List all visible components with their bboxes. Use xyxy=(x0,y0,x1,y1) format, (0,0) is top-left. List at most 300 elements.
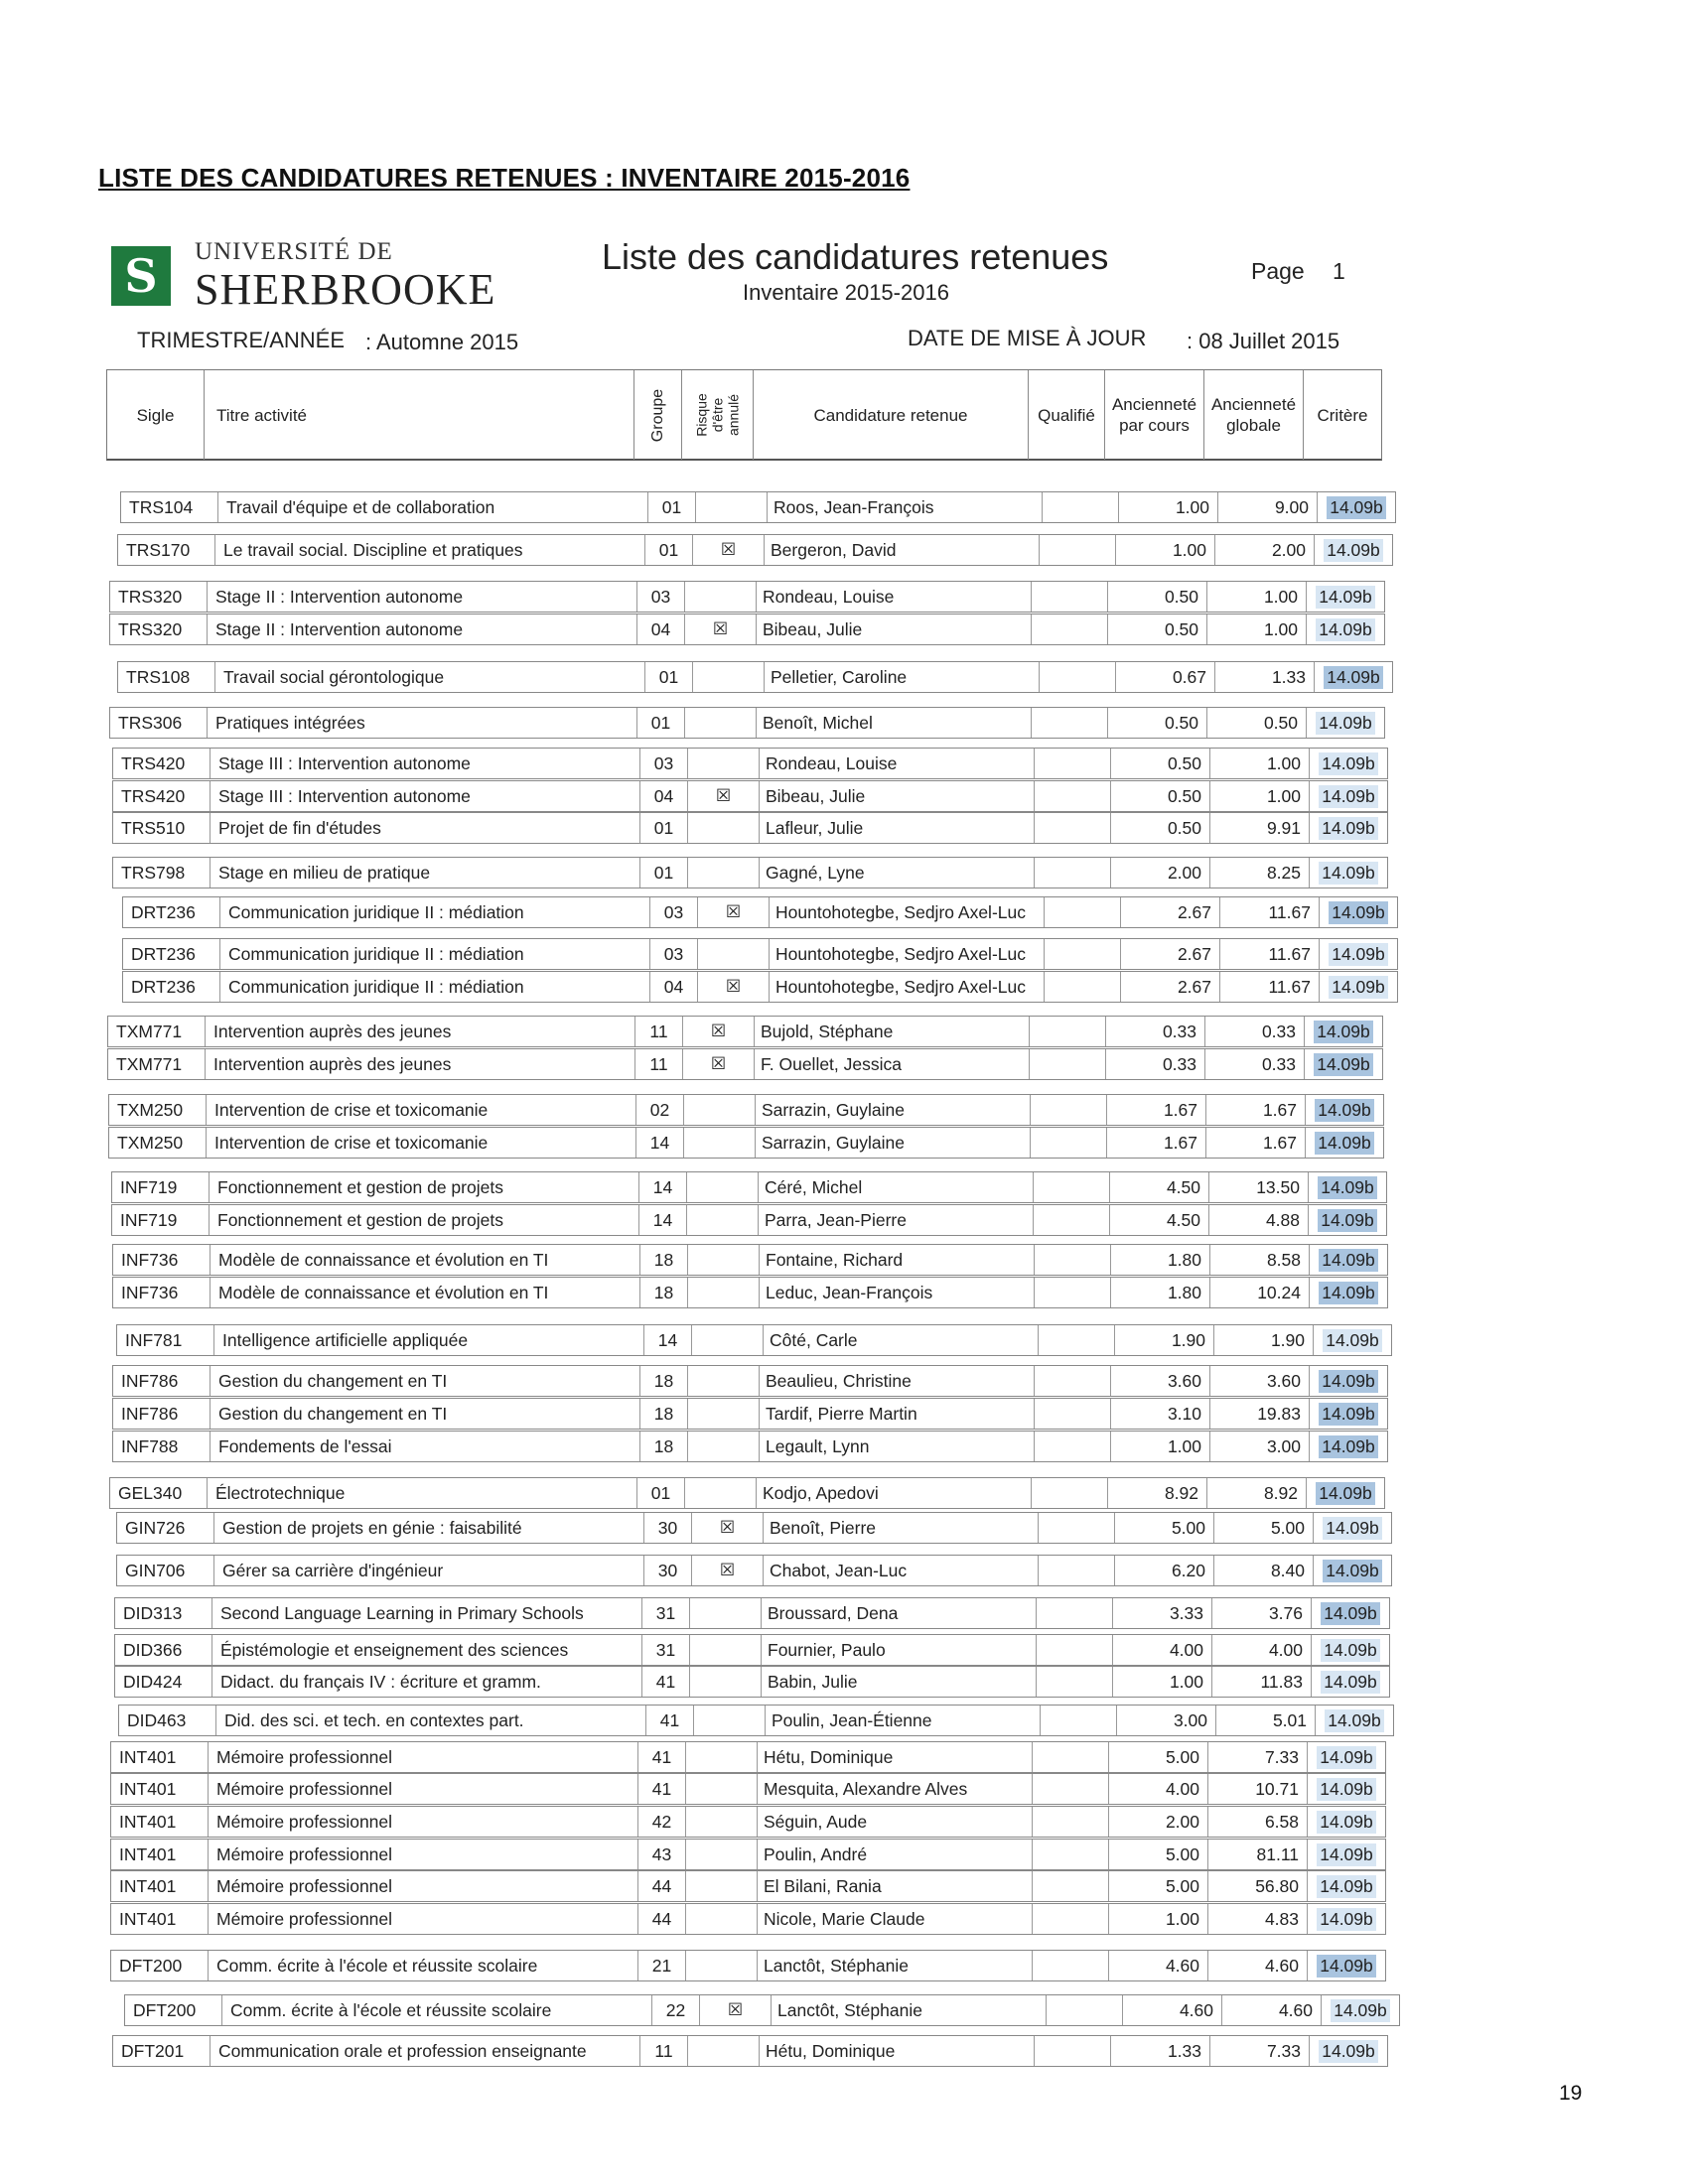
cell-anc-globale: 7.33 xyxy=(1210,2036,1310,2066)
table-row xyxy=(116,1555,1392,1586)
cell-sigle: INT401 xyxy=(111,1904,209,1934)
cell-anc-globale: 8.58 xyxy=(1210,1245,1310,1275)
cell-titre: Électrotechnique xyxy=(208,1478,637,1508)
critere-highlight: 14.09b xyxy=(1317,1843,1376,1866)
cell-risque xyxy=(698,939,770,969)
table-row xyxy=(112,1365,1388,1397)
cell-anc-globale: 8.25 xyxy=(1210,858,1310,887)
critere-highlight: 14.09b xyxy=(1317,1875,1376,1898)
critere-highlight: 14.09b xyxy=(1325,1709,1384,1732)
cell-sigle: TXM771 xyxy=(108,1049,206,1079)
cell-qualifie xyxy=(1034,1172,1110,1202)
cell-titre: Intervention de crise et toxicomanie xyxy=(207,1128,636,1158)
cell-sigle: DID366 xyxy=(115,1635,212,1665)
critere-highlight: 14.09b xyxy=(1316,1482,1375,1505)
cell-qualifie xyxy=(1033,1904,1109,1934)
critere-highlight: 14.09b xyxy=(1316,712,1375,735)
cell-titre: Stage en milieu de pratique xyxy=(211,858,640,887)
cell-qualifie xyxy=(1035,813,1111,843)
cell-candidature: Poulin, André xyxy=(758,1840,1033,1869)
cell-groupe: 41 xyxy=(638,1742,686,1772)
critere-highlight: 14.09b xyxy=(1319,1403,1378,1426)
cell-anc-cours: 4.50 xyxy=(1110,1205,1209,1235)
cell-groupe: 02 xyxy=(636,1095,684,1125)
cell-candidature: Nicole, Marie Claude xyxy=(758,1904,1033,1934)
cell-candidature: Bergeron, David xyxy=(765,535,1040,565)
cell-titre: Mémoire professionnel xyxy=(209,1904,638,1934)
cell-candidature: Gagné, Lyne xyxy=(760,858,1035,887)
cell-groupe: 31 xyxy=(642,1635,690,1665)
cell-critere xyxy=(1307,1478,1384,1508)
cell-sigle: TXM250 xyxy=(109,1095,207,1125)
table-row xyxy=(112,1398,1388,1430)
cell-critere xyxy=(1308,1840,1385,1869)
cell-candidature: Côté, Carle xyxy=(764,1325,1039,1355)
cell-titre: Communication orale et profession enseignante xyxy=(211,2036,640,2066)
cell-candidature: Sarrazin, Guylaine xyxy=(756,1128,1031,1158)
table-row xyxy=(110,1950,1386,1981)
table-row xyxy=(109,614,1385,645)
update-date-value: : 08 Juillet 2015 xyxy=(1187,329,1340,353)
cell-candidature: Benoît, Michel xyxy=(757,708,1032,738)
col-header-risque xyxy=(682,370,754,460)
cell-anc-globale: 9.91 xyxy=(1210,813,1310,843)
cell-anc-cours: 0.50 xyxy=(1108,582,1207,612)
cell-critere xyxy=(1310,1278,1387,1307)
cell-qualifie xyxy=(1035,1245,1111,1275)
cell-sigle: INT401 xyxy=(111,1871,209,1901)
cell-groupe: 42 xyxy=(638,1807,686,1837)
cell-critere xyxy=(1312,1667,1389,1697)
cell-titre: Projet de fin d'études xyxy=(211,813,640,843)
cell-qualifie xyxy=(1045,939,1121,969)
critere-highlight: 14.09b xyxy=(1329,943,1388,966)
table-row xyxy=(107,1048,1383,1080)
cell-anc-globale: 5.00 xyxy=(1214,1513,1314,1543)
critere-highlight: 14.09b xyxy=(1319,1435,1378,1458)
cell-qualifie xyxy=(1031,1128,1107,1158)
cell-anc-cours: 4.00 xyxy=(1113,1635,1212,1665)
cell-qualifie xyxy=(1034,1205,1110,1235)
critere-highlight: 14.09b xyxy=(1314,1053,1373,1076)
critere-highlight: 14.09b xyxy=(1331,1999,1390,2022)
cell-critere xyxy=(1314,1556,1391,1585)
cell-titre: Travail social gérontologique xyxy=(215,662,645,692)
cell-risque xyxy=(685,582,757,612)
cell-sigle: GIN726 xyxy=(117,1513,214,1543)
cell-anc-cours: 4.60 xyxy=(1123,1995,1222,2025)
cell-groupe: 01 xyxy=(640,858,688,887)
cell-sigle: DRT236 xyxy=(123,972,220,1002)
cell-anc-globale: 1.00 xyxy=(1207,582,1307,612)
table-row xyxy=(112,780,1388,812)
page-label: Page xyxy=(1251,258,1305,284)
cell-qualifie xyxy=(1033,1807,1109,1837)
cell-qualifie xyxy=(1035,749,1111,778)
cell-anc-globale: 7.33 xyxy=(1208,1742,1308,1772)
cell-sigle: INF719 xyxy=(112,1172,210,1202)
cell-groupe: 04 xyxy=(650,972,698,1002)
critere-highlight: 14.09b xyxy=(1318,1209,1377,1232)
cell-groupe: 18 xyxy=(640,1366,688,1396)
cell-risque xyxy=(693,662,765,692)
table-row xyxy=(111,1204,1387,1236)
cell-sigle: TXM250 xyxy=(109,1128,207,1158)
critere-highlight: 14.09b xyxy=(1319,1249,1378,1272)
cell-anc-cours: 5.00 xyxy=(1109,1840,1208,1869)
cell-anc-globale: 2.00 xyxy=(1215,535,1315,565)
table-row xyxy=(122,896,1398,928)
table-row xyxy=(110,1839,1386,1870)
cell-groupe: 04 xyxy=(637,614,685,644)
cell-critere xyxy=(1320,897,1397,927)
critere-highlight: 14.09b xyxy=(1317,1811,1376,1834)
cell-titre: Intervention auprès des jeunes xyxy=(206,1017,635,1046)
cell-anc-globale: 0.33 xyxy=(1205,1017,1305,1046)
table-row xyxy=(124,1994,1400,2026)
cell-candidature: Lanctôt, Stéphanie xyxy=(758,1951,1033,1980)
cell-risque xyxy=(685,708,757,738)
logo-glyph: S xyxy=(124,249,158,303)
critere-highlight: 14.09b xyxy=(1317,1746,1376,1769)
table-row xyxy=(112,812,1388,844)
cell-critere xyxy=(1308,1904,1385,1934)
cell-titre: Fonctionnement et gestion de projets xyxy=(210,1205,639,1235)
cell-critere xyxy=(1310,1399,1387,1429)
cell-anc-cours: 1.90 xyxy=(1115,1325,1214,1355)
cell-groupe: 01 xyxy=(640,813,688,843)
critere-highlight: 14.09b xyxy=(1316,618,1375,641)
cell-groupe: 41 xyxy=(638,1774,686,1804)
cell-candidature: Rondeau, Louise xyxy=(757,582,1032,612)
cell-sigle: TRS320 xyxy=(110,582,208,612)
col-header-groupe xyxy=(634,370,682,460)
table-row xyxy=(110,1741,1386,1773)
university-name-line2: SHERBROOKE xyxy=(195,265,496,314)
cell-critere xyxy=(1309,1205,1386,1235)
cell-critere xyxy=(1322,1995,1399,2025)
cell-qualifie xyxy=(1030,1017,1106,1046)
cell-critere xyxy=(1309,1172,1386,1202)
cell-sigle: DRT236 xyxy=(123,897,220,927)
cell-critere xyxy=(1316,1706,1393,1735)
cell-groupe: 03 xyxy=(650,939,698,969)
cell-anc-cours: 2.67 xyxy=(1121,897,1220,927)
cell-anc-globale: 1.67 xyxy=(1206,1128,1306,1158)
table-row xyxy=(110,1870,1386,1902)
table-row xyxy=(109,707,1385,739)
cell-anc-cours: 2.00 xyxy=(1109,1807,1208,1837)
cell-groupe: 44 xyxy=(638,1871,686,1901)
table-row xyxy=(107,1016,1383,1047)
cell-anc-cours: 1.00 xyxy=(1113,1667,1212,1697)
cell-groupe: 01 xyxy=(648,492,696,522)
cell-titre: Communication juridique II : médiation xyxy=(220,939,650,969)
cell-groupe: 11 xyxy=(640,2036,688,2066)
cell-sigle: TRS104 xyxy=(121,492,218,522)
cell-qualifie xyxy=(1045,972,1121,1002)
cell-candidature: Hountohotegbe, Sedjro Axel-Luc xyxy=(770,939,1045,969)
cell-sigle: DID424 xyxy=(115,1667,212,1697)
table-row xyxy=(112,1277,1388,1308)
cell-anc-cours: 0.50 xyxy=(1108,708,1207,738)
table-row xyxy=(116,1512,1392,1544)
cell-critere xyxy=(1312,1635,1389,1665)
cell-candidature: Broussard, Dena xyxy=(762,1598,1037,1628)
cell-critere xyxy=(1308,1742,1385,1772)
cell-sigle: DFT201 xyxy=(113,2036,211,2066)
cell-sigle: TRS798 xyxy=(113,858,211,887)
cell-titre: Comm. écrite à l'école et réussite scolaire xyxy=(209,1951,638,1980)
cell-anc-cours: 0.33 xyxy=(1106,1017,1205,1046)
cell-critere xyxy=(1307,582,1384,612)
cell-groupe: 21 xyxy=(638,1951,686,1980)
cell-sigle: TRS108 xyxy=(118,662,215,692)
cell-candidature: Parra, Jean-Pierre xyxy=(759,1205,1034,1235)
cell-anc-globale: 8.40 xyxy=(1214,1556,1314,1585)
cell-sigle: DFT200 xyxy=(111,1951,209,1980)
table-row xyxy=(117,661,1393,693)
cell-anc-cours: 3.00 xyxy=(1117,1706,1216,1735)
cell-anc-globale: 3.76 xyxy=(1212,1598,1312,1628)
col-header-anc-globale: Ancienneté globale xyxy=(1204,370,1304,460)
cell-critere xyxy=(1310,813,1387,843)
cell-risque xyxy=(688,1432,760,1461)
table-row xyxy=(110,1806,1386,1838)
col-header-risque-text: Risque d'être annulé xyxy=(693,393,742,437)
cell-sigle: DID463 xyxy=(119,1706,216,1735)
cell-candidature: Séguin, Aude xyxy=(758,1807,1033,1837)
cell-titre: Fondements de l'essai xyxy=(211,1432,640,1461)
cell-qualifie xyxy=(1032,614,1108,644)
cell-risque xyxy=(686,1840,758,1869)
cell-candidature: Poulin, Jean-Étienne xyxy=(766,1706,1041,1735)
cell-candidature: Sarrazin, Guylaine xyxy=(756,1095,1031,1125)
cell-critere xyxy=(1305,1049,1382,1079)
cell-anc-cours: 5.00 xyxy=(1115,1513,1214,1543)
cell-sigle: TRS510 xyxy=(113,813,211,843)
critere-highlight: 14.09b xyxy=(1318,1176,1377,1199)
report-subtitle: Inventaire 2015-2016 xyxy=(743,280,949,305)
cell-risque xyxy=(686,1742,758,1772)
critere-highlight: 14.09b xyxy=(1319,1370,1378,1393)
cell-titre: Modèle de connaissance et évolution en TI xyxy=(211,1278,640,1307)
cell-anc-cours: 1.00 xyxy=(1111,1432,1210,1461)
table-row xyxy=(110,1773,1386,1805)
col-header-critere: Critère xyxy=(1317,405,1368,425)
table-row xyxy=(109,1477,1385,1509)
cell-sigle: TRS420 xyxy=(113,781,211,811)
cell-candidature: Lanctôt, Stéphanie xyxy=(772,1995,1047,2025)
cell-sigle: INF736 xyxy=(113,1278,211,1307)
cell-critere xyxy=(1308,1774,1385,1804)
cell-groupe: 01 xyxy=(637,1478,685,1508)
cell-titre: Mémoire professionnel xyxy=(209,1871,638,1901)
cell-titre: Modèle de connaissance et évolution en TI xyxy=(211,1245,640,1275)
cell-risque xyxy=(686,1951,758,1980)
cell-qualifie xyxy=(1037,1598,1113,1628)
cell-sigle: DID313 xyxy=(115,1598,212,1628)
cell-critere xyxy=(1310,2036,1387,2066)
cell-risque xyxy=(690,1598,762,1628)
cell-risque xyxy=(692,1325,764,1355)
cell-risque xyxy=(686,1871,758,1901)
cell-anc-cours: 3.33 xyxy=(1113,1598,1212,1628)
cell-groupe: 18 xyxy=(640,1245,688,1275)
cell-anc-cours: 1.80 xyxy=(1111,1245,1210,1275)
col-header-qualifie: Qualifié xyxy=(1029,370,1105,460)
cell-anc-cours: 1.00 xyxy=(1119,492,1218,522)
cell-critere xyxy=(1306,1095,1383,1125)
cell-anc-globale: 13.50 xyxy=(1209,1172,1309,1202)
cell-anc-globale: 1.33 xyxy=(1215,662,1315,692)
cell-titre: Didact. du français IV : écriture et gramm. xyxy=(212,1667,642,1697)
cell-sigle: GIN706 xyxy=(117,1556,214,1585)
cell-titre: Épistémologie et enseignement des sciences xyxy=(212,1635,642,1665)
cell-groupe: 01 xyxy=(645,662,693,692)
cell-titre: Stage II : Intervention autonome xyxy=(208,582,637,612)
cell-groupe: 41 xyxy=(642,1667,690,1697)
table-row xyxy=(122,971,1398,1003)
cell-groupe: 11 xyxy=(635,1017,683,1046)
table-row xyxy=(112,748,1388,779)
cell-candidature: Mesquita, Alexandre Alves xyxy=(758,1774,1033,1804)
cell-anc-globale: 1.90 xyxy=(1214,1325,1314,1355)
cell-anc-globale: 81.11 xyxy=(1208,1840,1308,1869)
critere-highlight: 14.09b xyxy=(1319,817,1378,840)
cell-anc-cours: 5.00 xyxy=(1109,1742,1208,1772)
table-row xyxy=(122,938,1398,970)
cell-qualifie xyxy=(1033,1871,1109,1901)
cell-qualifie xyxy=(1032,1478,1108,1508)
cell-sigle: TXM771 xyxy=(108,1017,206,1046)
critere-highlight: 14.09b xyxy=(1317,1778,1376,1801)
cell-titre: Communication juridique II : médiation xyxy=(220,897,650,927)
cell-risque xyxy=(688,813,760,843)
cell-anc-cours: 1.67 xyxy=(1107,1095,1206,1125)
critere-highlight: 14.09b xyxy=(1315,1132,1374,1155)
cell-qualifie xyxy=(1039,1513,1115,1543)
cell-candidature: Tardif, Pierre Martin xyxy=(760,1399,1035,1429)
cell-critere xyxy=(1308,1807,1385,1837)
table-row xyxy=(112,1244,1388,1276)
cell-risque xyxy=(684,1128,756,1158)
cell-titre: Mémoire professionnel xyxy=(209,1840,638,1869)
critere-highlight: 14.09b xyxy=(1329,976,1388,999)
critere-highlight: 14.09b xyxy=(1319,785,1378,808)
cell-critere xyxy=(1314,1325,1391,1355)
table-row xyxy=(114,1597,1390,1629)
cell-anc-cours: 3.60 xyxy=(1111,1366,1210,1396)
cell-risque xyxy=(688,1366,760,1396)
cell-risque: ☒ xyxy=(692,1556,764,1585)
cell-titre: Mémoire professionnel xyxy=(209,1774,638,1804)
cell-critere xyxy=(1308,1871,1385,1901)
cell-anc-cours: 3.10 xyxy=(1111,1399,1210,1429)
cell-sigle: INT401 xyxy=(111,1840,209,1869)
critere-highlight: 14.09b xyxy=(1329,901,1388,924)
col-header-sigle: Sigle xyxy=(107,370,205,460)
cell-sigle: DRT236 xyxy=(123,939,220,969)
table-row xyxy=(109,581,1385,613)
cell-anc-globale: 4.88 xyxy=(1209,1205,1309,1235)
cell-qualifie xyxy=(1033,1774,1109,1804)
table-row xyxy=(120,491,1396,523)
cell-candidature: Legault, Lynn xyxy=(760,1432,1035,1461)
critere-highlight: 14.09b xyxy=(1314,1021,1373,1043)
cell-anc-cours: 0.50 xyxy=(1111,749,1210,778)
cell-anc-globale: 4.00 xyxy=(1212,1635,1312,1665)
cell-groupe: 14 xyxy=(639,1205,687,1235)
cell-anc-globale: 4.60 xyxy=(1208,1951,1308,1980)
cell-qualifie xyxy=(1039,1325,1115,1355)
cell-titre: Intervention auprès des jeunes xyxy=(206,1049,635,1079)
cell-titre: Comm. écrite à l'école et réussite scolaire xyxy=(222,1995,652,2025)
critere-highlight: 14.09b xyxy=(1319,2040,1378,2063)
cell-candidature: Céré, Michel xyxy=(759,1172,1034,1202)
cell-groupe: 03 xyxy=(640,749,688,778)
cell-qualifie xyxy=(1031,1095,1107,1125)
cell-titre: Gestion du changement en TI xyxy=(211,1399,640,1429)
cell-candidature: Bujold, Stéphane xyxy=(755,1017,1030,1046)
cell-sigle: INT401 xyxy=(111,1774,209,1804)
cell-titre: Communication juridique II : médiation xyxy=(220,972,650,1002)
cell-qualifie xyxy=(1032,582,1108,612)
cell-titre: Mémoire professionnel xyxy=(209,1742,638,1772)
cell-sigle: INF786 xyxy=(113,1399,211,1429)
cell-qualifie xyxy=(1035,858,1111,887)
cell-qualifie xyxy=(1035,1278,1111,1307)
cell-anc-cours: 1.67 xyxy=(1107,1128,1206,1158)
cell-qualifie xyxy=(1035,1432,1111,1461)
cell-titre: Pratiques intégrées xyxy=(208,708,637,738)
cell-anc-cours: 5.00 xyxy=(1109,1871,1208,1901)
document-heading: LISTE DES CANDIDATURES RETENUES : INVENTAIRE 2015-2016 xyxy=(98,163,911,193)
table-row xyxy=(112,857,1388,888)
cell-risque: ☒ xyxy=(688,781,760,811)
table-row xyxy=(111,1171,1387,1203)
cell-anc-cours: 0.50 xyxy=(1108,614,1207,644)
cell-critere xyxy=(1315,662,1392,692)
cell-qualifie xyxy=(1032,708,1108,738)
cell-anc-cours: 0.67 xyxy=(1116,662,1215,692)
cell-critere xyxy=(1310,1245,1387,1275)
cell-qualifie xyxy=(1037,1667,1113,1697)
cell-critere xyxy=(1305,1017,1382,1046)
cell-risque xyxy=(687,1172,759,1202)
cell-risque xyxy=(686,1904,758,1934)
cell-candidature: Leduc, Jean-François xyxy=(760,1278,1035,1307)
cell-sigle: INF736 xyxy=(113,1245,211,1275)
table-row xyxy=(108,1094,1384,1126)
cell-anc-globale: 11.83 xyxy=(1212,1667,1312,1697)
cell-critere xyxy=(1310,749,1387,778)
critere-highlight: 14.09b xyxy=(1321,1602,1380,1625)
table-row xyxy=(114,1634,1390,1666)
cell-critere xyxy=(1310,1366,1387,1396)
cell-titre: Stage III : Intervention autonome xyxy=(211,781,640,811)
col-header-groupe-text: Groupe xyxy=(649,388,666,442)
cell-groupe: 30 xyxy=(644,1513,692,1543)
cell-qualifie xyxy=(1040,662,1116,692)
cell-risque xyxy=(690,1667,762,1697)
candidatures-table xyxy=(106,369,1382,461)
cell-risque: ☒ xyxy=(692,1513,764,1543)
cell-groupe: 41 xyxy=(646,1706,694,1735)
cell-anc-globale: 0.33 xyxy=(1205,1049,1305,1079)
cell-sigle: TRS170 xyxy=(118,535,215,565)
cell-critere xyxy=(1310,781,1387,811)
